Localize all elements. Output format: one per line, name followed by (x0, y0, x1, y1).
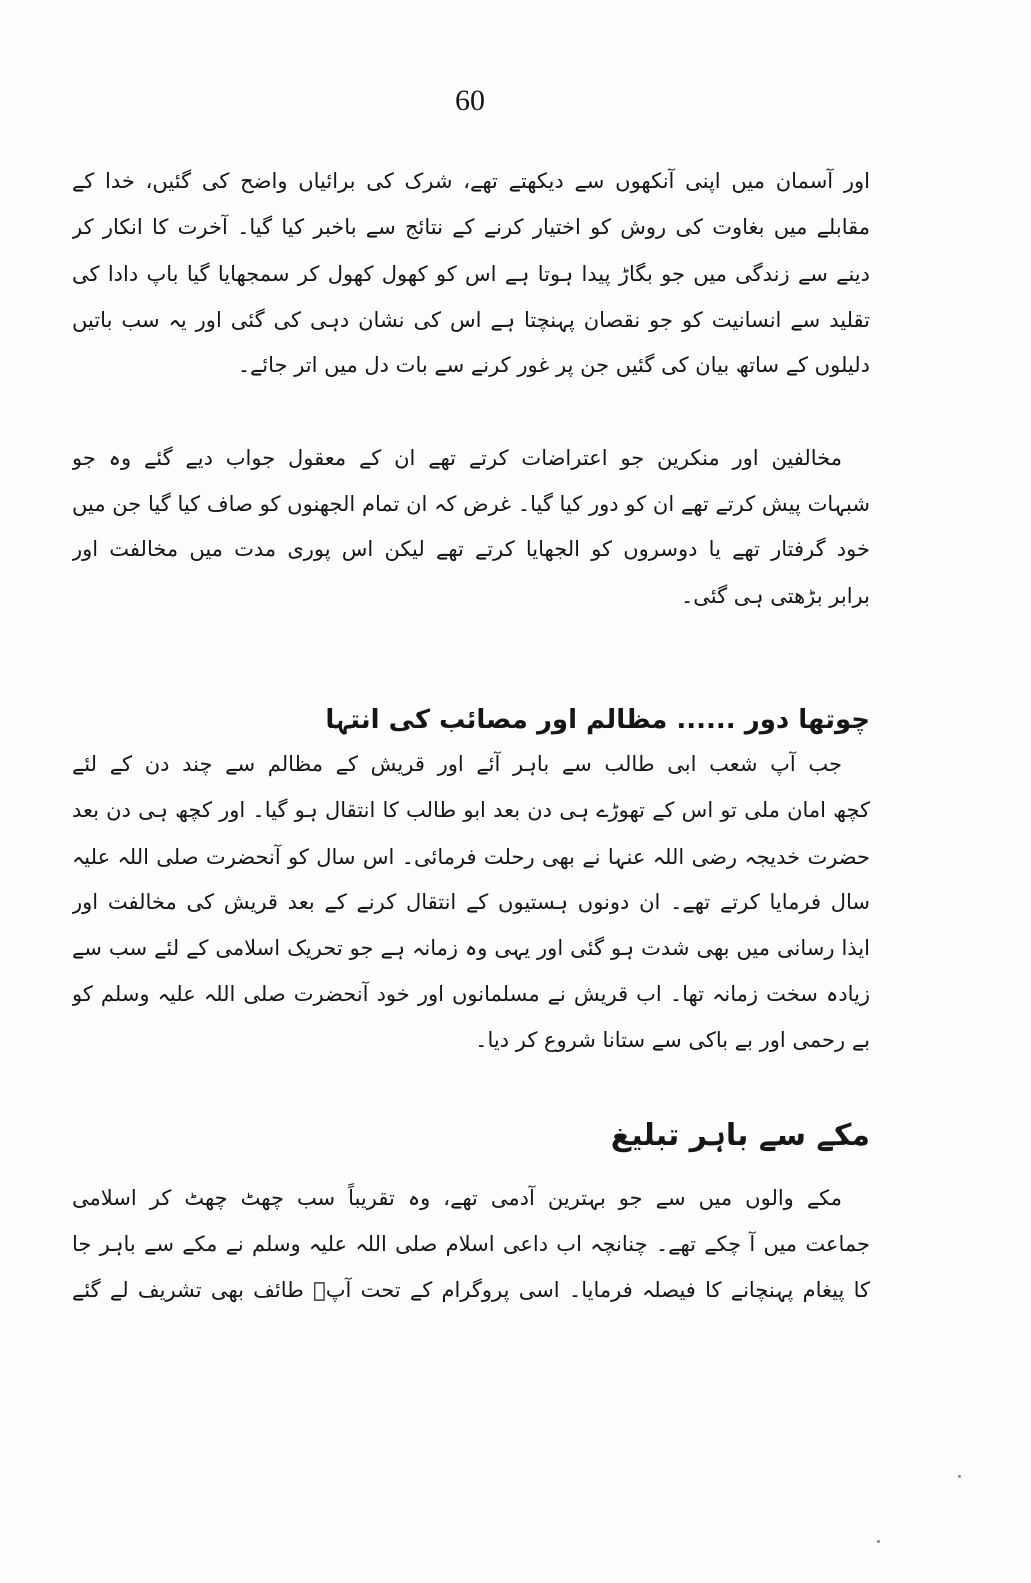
text-line: دینے سے زندگی میں جو بگاڑ پیدا ہوتا ہے اس کو کھول کھول کر سمجھایا گیا باپ دادا کی (72, 262, 870, 286)
text-line: کچھ امان ملی تو اس کے تھوڑے ہی دن بعد ابو طالب کا انتقال ہو گیا۔ اور کچھ ہی دن بعد (72, 798, 870, 822)
scan-speck (958, 1475, 961, 1478)
text-line: کا پیغام پہنچانے کا فیصلہ فرمایا۔ اسی پروگرام کے تحت آپؐ طائف بھی تشریف لے گئے (72, 1278, 870, 1302)
text-line: شبہات پیش کرتے تھے ان کو دور کیا گیا۔ غرض کہ ان تمام الجھنوں کو صاف کیا گیا جن میں (72, 492, 870, 516)
section-heading: چوتھا دور ...... مظالم اور مصائب کی انتہا (325, 705, 870, 735)
text-line: اور آسمان میں اپنی آنکھوں سے دیکھتے تھے، شرک کی برائیاں واضح کی گئیں، خدا کے (72, 169, 870, 193)
page-number: 60 (455, 84, 485, 117)
text-line: مقابلے میں بغاوت کی روش کو اختیار کرنے کے نتائج سے باخبر کیا گیا۔ آخرت کا انکار کر (72, 215, 870, 239)
text-line: برابر بڑھتی ہی گئی۔ (680, 584, 870, 608)
text-line: جب آپ شعب ابی طالب سے باہر آئے اور قریش کے مظالم سے چند دن کے لئے (72, 752, 842, 776)
text-line: مکے والوں میں سے جو بہترین آدمی تھے، وہ تقریباً سب چھٹ چھٹ کر اسلامی (72, 1186, 842, 1210)
text-line: حضرت خدیجہ رضی اللہ عنہا نے بھی رحلت فرمائی۔ اس سال کو آنحضرت صلی اللہ علیہ (72, 845, 870, 869)
scan-speck (877, 1540, 880, 1543)
text-line: سال فرمایا کرتے تھے۔ ان دونوں ہستیوں کے انتقال کرنے کے بعد قریش کی مخالفت اور (72, 890, 870, 914)
text-line: خود گرفتار تھے یا دوسروں کو الجھایا کرتے تھے لیکن اس پوری مدت میں مخالفت اور (72, 537, 870, 561)
text-line: بے رحمی اور بے باکی سے ستانا شروع کر دیا۔ (475, 1028, 870, 1052)
text-line: زیادہ سخت زمانہ تھا۔ اب قریش نے مسلمانوں اور خود آنحضرت صلی اللہ علیہ وسلم کو (72, 982, 870, 1006)
text-line: تقلید سے انسانیت کو جو نقصان پہنچتا ہے اس کی نشان دہی کی گئی اور یہ سب باتیں (72, 308, 870, 332)
section-heading: مکے سے باہر تبلیغ (610, 1118, 870, 1153)
text-line: مخالفین اور منکرین جو اعتراضات کرتے تھے ان کے معقول جواب دیے گئے وہ جو (72, 446, 842, 470)
text-line: دلیلوں کے ساتھ بیان کی گئیں جن پر غور کرنے سے بات دل میں اتر جائے۔ (237, 353, 870, 377)
text-line: ایذا رسانی میں بھی شدت ہو گئی اور یہی وہ زمانہ ہے جو تحریک اسلامی کے لئے سب سے (72, 936, 870, 960)
text-line: جماعت میں آ چکے تھے۔ چنانچہ اب داعی اسلام صلی اللہ علیہ وسلم نے مکے سے باہر جا (72, 1232, 870, 1256)
